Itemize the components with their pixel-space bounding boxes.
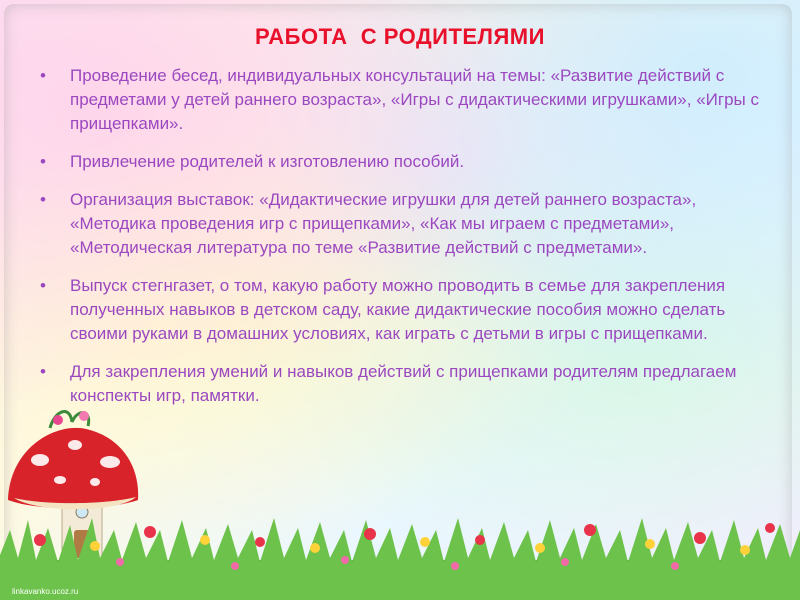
bullet-icon: • <box>40 66 46 85</box>
bullet-icon: • <box>40 276 46 295</box>
bullet-list <box>38 64 778 422</box>
bullet-icon: • <box>40 362 46 381</box>
slide-title: РАБОТА С РОДИТЕЛЯМИ <box>255 24 545 49</box>
list-item-text: Проведение бесед, индивидуальных консультаций на темы: «Развитие действий с предметами у детей раннего возраста», «Игры с дидактическими игрушками», «Игры с прищепками». <box>70 66 759 133</box>
bullet-icon: • <box>40 152 46 171</box>
grass-flowers-decoration <box>0 500 800 600</box>
bullet-icon: • <box>40 190 46 209</box>
watermark: linkavanko.ucoz.ru <box>12 587 79 596</box>
list-item <box>38 150 778 174</box>
list-item <box>38 188 778 260</box>
list-item <box>38 274 778 346</box>
list-item-text: Для закрепления умений и навыков действий с прищепками родителям предлагаем конспекты игр, памятки. <box>70 362 737 405</box>
list-item-text: Выпуск стегнгазет, о том, какую работу можно проводить в семье для закрепления полученных навыков в детском саду, какие дидактические пособия можно сделать своими руками в домашних условиях, как играть с детьми в игры с прищепками. <box>70 276 726 343</box>
list-item-text: Организация выставок: «Дидактические игрушки для детей раннего возраста», «Методика проведения игр с прищепками», «Как мы играем с предметами», «Методическая литература по теме «Развитие действий с предметами». <box>70 190 697 257</box>
list-item <box>38 64 778 136</box>
list-item-text: Привлечение родителей к изготовлению пособий. <box>70 152 465 171</box>
